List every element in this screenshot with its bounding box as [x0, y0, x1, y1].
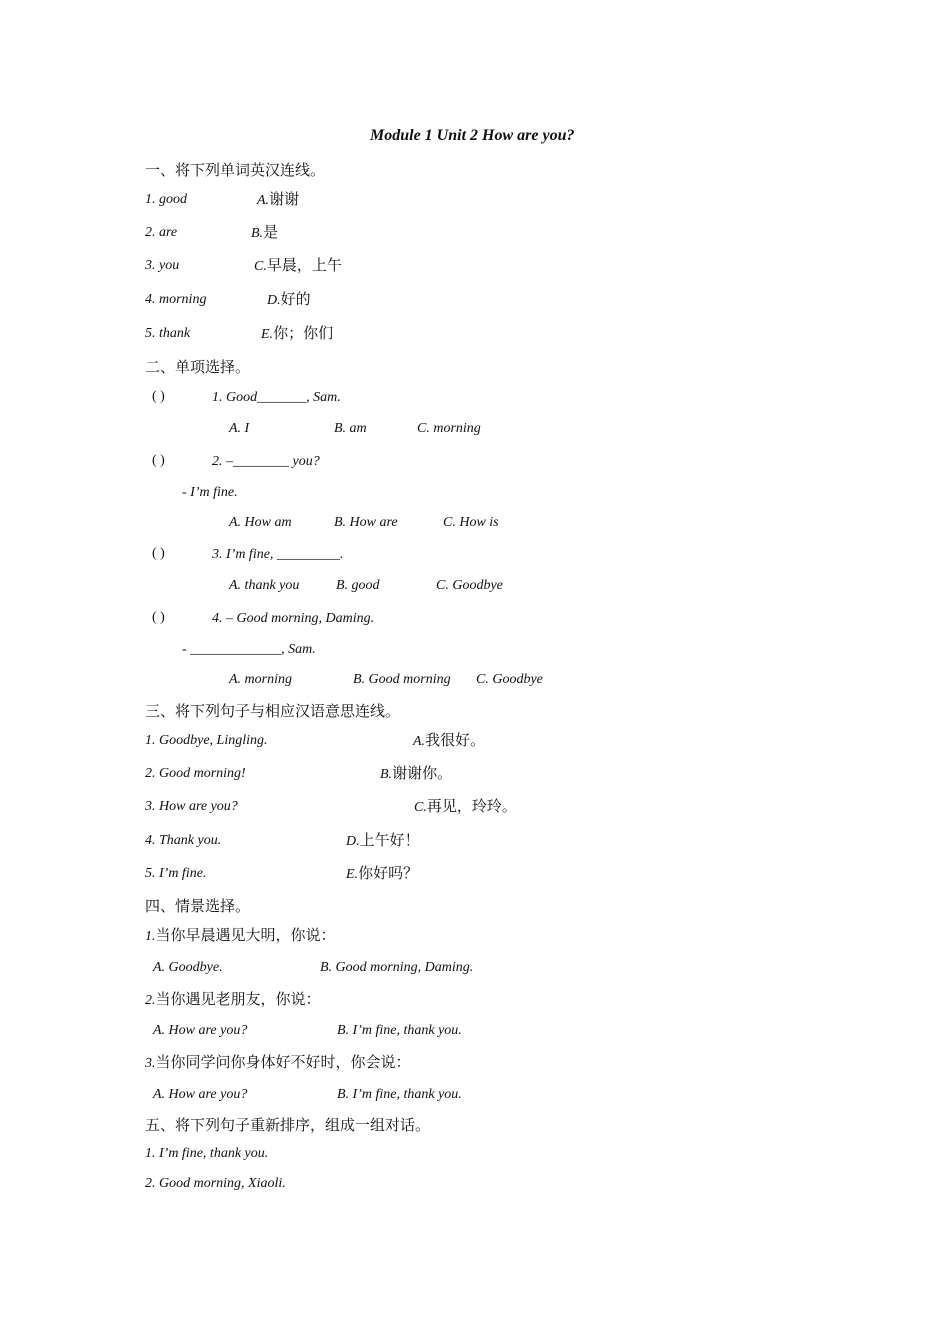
- q3-option-b: B. good: [336, 578, 380, 593]
- s1-option-c: C.早晨，上午: [254, 256, 342, 274]
- q1-stem: 1. Good_______, Sam.: [212, 390, 341, 405]
- s3-option-e: E.你好吗？: [346, 864, 419, 882]
- q4-option-b: B. Good morning: [353, 672, 451, 687]
- section-4-heading: 四、情景选择。: [145, 897, 251, 915]
- s3-sentence-4: 4. Thank you.: [145, 833, 222, 848]
- q1-option-a: A. I: [229, 421, 250, 436]
- s5-line-2: 2. Good morning, Xiaoli.: [145, 1176, 286, 1191]
- answer-blank-4[interactable]: ( ): [152, 610, 165, 625]
- s4-question-1: 1.当你早晨遇见大明，你说：: [145, 926, 336, 944]
- s5-line-1: 1. I’m fine, thank you.: [145, 1146, 269, 1161]
- q4-stem: 4. – Good morning, Daming.: [212, 611, 375, 626]
- s3-option-b: B.谢谢你。: [380, 764, 453, 782]
- s1-word-4: 4. morning: [145, 292, 207, 307]
- s4-q3-option-a: A. How are you?: [153, 1087, 248, 1102]
- s1-option-b: B.是: [251, 223, 279, 241]
- q3-option-a: A. thank you: [229, 578, 300, 593]
- s4-question-3: 3.当你同学问你身体好不好时，你会说：: [145, 1053, 411, 1071]
- q2-option-a: A. How am: [229, 515, 292, 530]
- q1-option-b: B. am: [334, 421, 367, 436]
- q2-stem: 2. –________ you?: [212, 454, 320, 469]
- page-title: Module 1 Unit 2 How are you?: [370, 127, 575, 144]
- s3-option-c: C.再见，玲玲。: [414, 797, 517, 815]
- s4-q1-option-a: A. Goodbye.: [153, 960, 223, 975]
- answer-blank-3[interactable]: ( ): [152, 546, 165, 561]
- q1-option-c: C. morning: [417, 421, 481, 436]
- s4-q2-option-b: B. I’m fine, thank you.: [337, 1023, 462, 1038]
- q2-option-c: C. How is: [443, 515, 499, 530]
- s1-word-1: 1. good: [145, 192, 187, 207]
- section-3-heading: 三、将下列句子与相应汉语意思连线。: [145, 702, 401, 720]
- q3-stem: 3. I’m fine, _________.: [212, 547, 344, 562]
- q4-option-a: A. morning: [229, 672, 292, 687]
- section-1-heading: 一、将下列单词英汉连线。: [145, 161, 326, 179]
- s1-word-3: 3. you: [145, 258, 180, 273]
- s1-word-2: 2. are: [145, 225, 178, 240]
- s1-option-a: A.谢谢: [257, 190, 300, 208]
- s4-question-2: 2.当你遇见老朋友，你说：: [145, 990, 321, 1008]
- q4-option-c: C. Goodbye: [476, 672, 543, 687]
- answer-blank-2[interactable]: ( ): [152, 453, 165, 468]
- s3-sentence-5: 5. I’m fine.: [145, 866, 207, 881]
- s4-q2-option-a: A. How are you?: [153, 1023, 248, 1038]
- q4-reply: - _____________, Sam.: [182, 642, 316, 657]
- q2-option-b: B. How are: [334, 515, 398, 530]
- s1-word-5: 5. thank: [145, 326, 191, 341]
- s1-option-e: E.你；你们: [261, 324, 334, 342]
- q3-option-c: C. Goodbye: [436, 578, 503, 593]
- s4-q1-option-b: B. Good morning, Daming.: [320, 960, 474, 975]
- s3-option-d: D.上午好！: [346, 831, 420, 849]
- section-2-heading: 二、单项选择。: [145, 358, 251, 376]
- s3-option-a: A.我很好。: [413, 731, 486, 749]
- s3-sentence-3: 3. How are you?: [145, 799, 238, 814]
- s3-sentence-1: 1. Goodbye, Lingling.: [145, 733, 268, 748]
- answer-blank-1[interactable]: ( ): [152, 389, 165, 404]
- s1-option-d: D.好的: [267, 290, 311, 308]
- q2-reply: - I’m fine.: [182, 485, 238, 500]
- s4-q3-option-b: B. I’m fine, thank you.: [337, 1087, 462, 1102]
- s3-sentence-2: 2. Good morning!: [145, 766, 246, 781]
- section-5-heading: 五、将下列句子重新排序，组成一组对话。: [145, 1116, 431, 1134]
